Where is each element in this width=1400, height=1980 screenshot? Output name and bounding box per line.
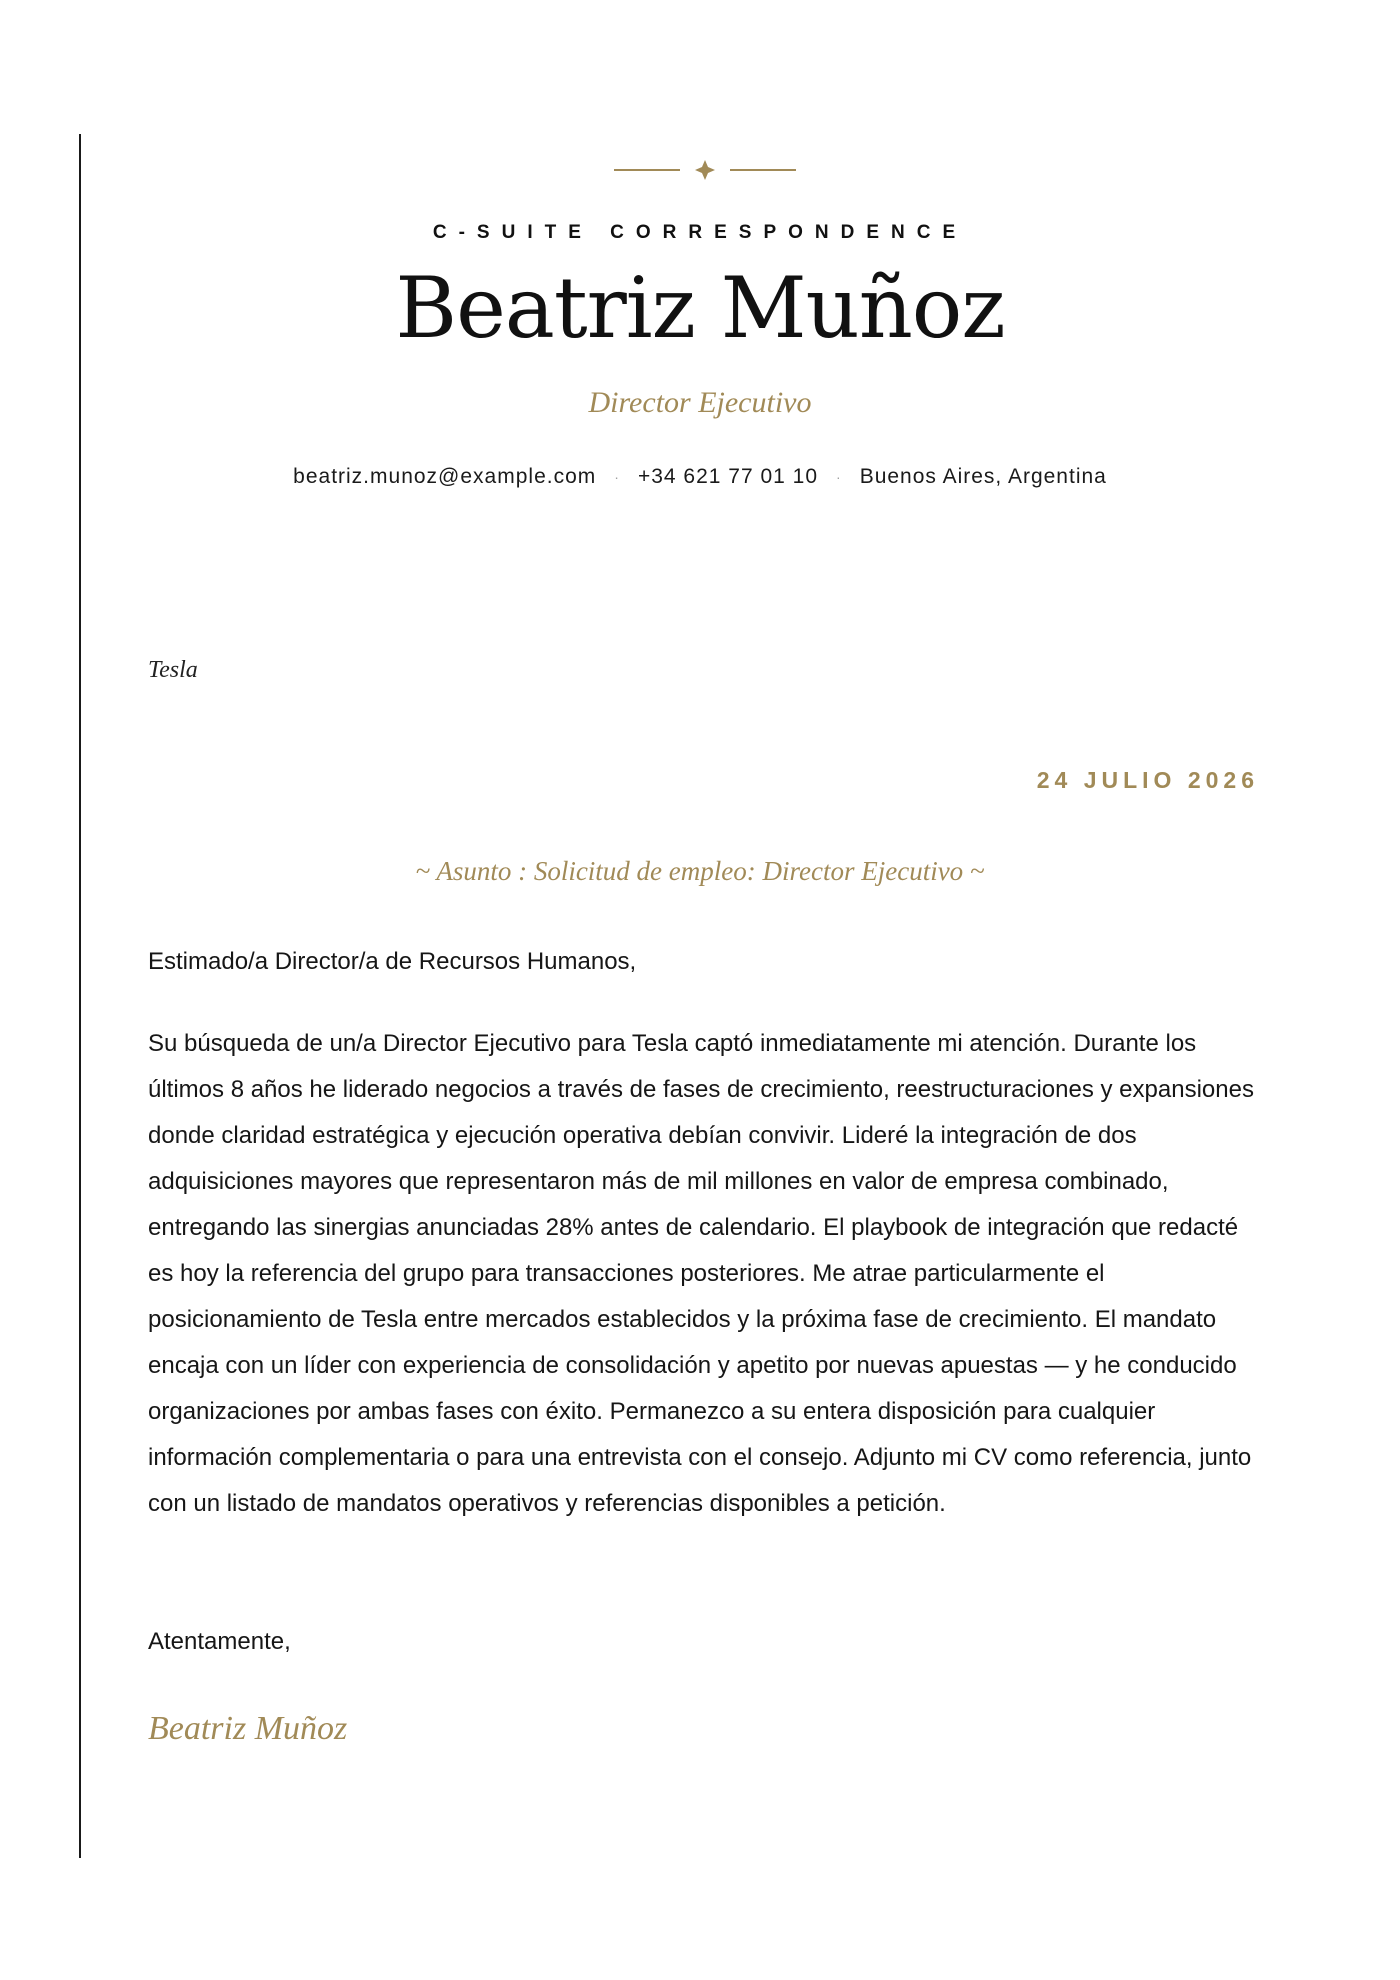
- letter-body: Su búsqueda de un/a Director Ejecutivo para Tesla captó inmediatamente mi atención. Durante los últimos 8 años he liderado negocios a través de fases de crecimiento, reestructuraciones y expansiones donde claridad estratégica y ejecución operativa debían convivir. Lideré la integración de dos adquisiciones mayores que representaron más de mil millones en valor de empresa combinado, entregando las sinergias anunciadas 28% antes de calendario. El playbook de integración que redacté es hoy la referencia del grupo para transacciones posteriores. Me atrae particularmente el posicionamiento de Tesla entre mercados establecidos y la próxima fase de crecimiento. El mandato encaja con un líder con experiencia de consolidación y apetito por nuevas apuestas — y he conducido organizaciones por ambas fases con éxito. Permanezco a su entera disposición para cualquier información complementaria o para una entrevista con el consejo. Adjunto mi CV como referencia, junto con un listado de mandatos operativos y referencias disponibles a petición.: [148, 1030, 1254, 1517]
- letterhead-eyebrow: C-SUITE CORRESPONDENCE: [432, 222, 968, 243]
- sparkle-divider-icon: [614, 158, 796, 182]
- contact-separator: ·: [614, 469, 620, 486]
- sender-role: Director Ejecutivo: [588, 386, 812, 419]
- letter-subject: ~ Asunto : Solicitud de empleo: Director Ejecutivo ~: [415, 856, 985, 886]
- contact-separator: ·: [836, 469, 842, 486]
- contact-line: [0, 465, 1400, 489]
- signature: Beatriz Muñoz: [148, 1710, 348, 1747]
- recipient-company: Tesla: [148, 657, 198, 683]
- contact-location: Buenos Aires, Argentina: [859, 465, 1107, 488]
- letter-date: 24 JULIO 2026: [1036, 767, 1259, 793]
- sender-name: Beatriz Muñoz: [395, 259, 1005, 357]
- letter-greeting: Estimado/a Director/a de Recursos Humanos,: [148, 948, 637, 975]
- contact-phone: +34 621 77 01 10: [637, 465, 819, 488]
- contact-email: beatriz.munoz@example.com: [293, 465, 597, 488]
- letter-closing: Atentamente,: [148, 1628, 291, 1655]
